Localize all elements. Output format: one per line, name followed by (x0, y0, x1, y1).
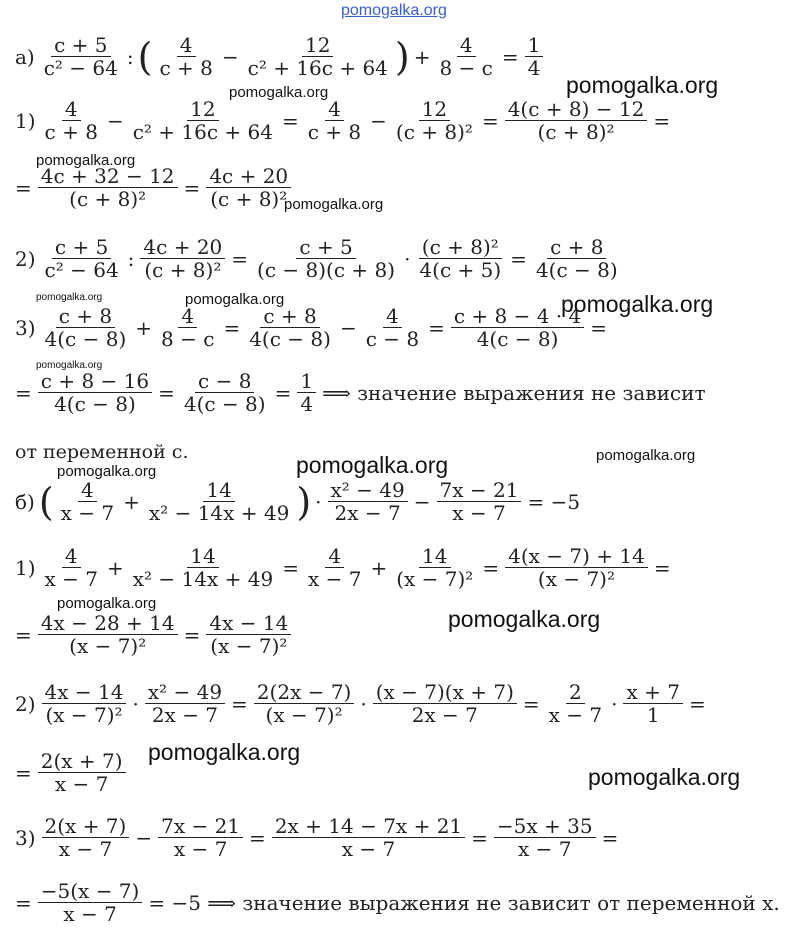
fraction-numerator: (c + 8)² (419, 236, 502, 259)
fraction-numerator: 14 (203, 479, 234, 502)
fraction-denominator: (x − 7)² (45, 703, 123, 727)
fraction-numerator: 4x − 28 + 14 (38, 612, 178, 635)
fraction-denominator: 4(c − 8) (476, 327, 559, 351)
watermark: pomogalka.org (296, 452, 449, 478)
math-text: : (127, 246, 135, 271)
fraction-denominator: x − 7 (63, 902, 117, 926)
fraction (42, 545, 101, 590)
fraction-numerator: c + 8 − 16 (38, 370, 152, 393)
fraction (546, 681, 605, 726)
math-text: + (123, 489, 140, 514)
fraction (38, 165, 178, 210)
watermark: pomogalka.org (566, 72, 719, 98)
fraction (494, 815, 596, 860)
fraction-denominator: (c − 8)(c + 8) (257, 258, 396, 282)
math-text: = (481, 108, 499, 133)
fraction (181, 370, 269, 415)
fraction-numerator: c + 8 (56, 305, 115, 328)
parenthesis: ) (296, 479, 312, 524)
fraction-numerator: 4c + 32 − 12 (38, 165, 178, 188)
fraction (158, 815, 243, 860)
fraction (206, 165, 291, 210)
math-text: = (688, 691, 706, 716)
fraction (38, 612, 178, 657)
fraction-numerator: c + 5 (51, 34, 110, 57)
fraction-numerator: 12 (419, 98, 450, 121)
fraction-numerator: 12 (302, 34, 333, 57)
equation-row-b-statement (12, 479, 583, 524)
fraction (38, 750, 126, 795)
math-text: + (413, 44, 431, 69)
fraction (38, 880, 143, 925)
fraction-numerator: 14 (419, 545, 450, 568)
fraction-numerator: 4c + 20 (206, 165, 291, 188)
math-text: = (15, 760, 32, 785)
watermark: pomogalka.org (57, 463, 157, 480)
fraction (158, 305, 217, 350)
fraction (145, 681, 225, 726)
math-text: − (339, 315, 357, 340)
watermark: pomogalka.org (561, 291, 714, 317)
watermark: pomogalka.org (588, 764, 741, 790)
fraction-numerator: 4 (457, 34, 476, 57)
math-text: 1) (15, 555, 36, 580)
fraction-numerator: 2(x + 7) (38, 750, 126, 773)
fraction-denominator: c + 8 (307, 120, 362, 144)
math-text: = (471, 825, 488, 850)
fraction-numerator: x² − 49 (328, 479, 408, 502)
math-text: = (281, 108, 299, 133)
parenthesis: ( (38, 479, 54, 524)
math-text: = (522, 691, 540, 716)
watermark: pomogalka.org (229, 84, 329, 101)
math-text: = (249, 825, 266, 850)
parenthesis: ( (137, 34, 153, 79)
fraction-numerator: 4 (383, 305, 402, 328)
fraction (505, 98, 648, 143)
fraction-numerator: 4x − 14 (42, 681, 127, 704)
fraction-denominator: (x − 7)² (265, 703, 343, 727)
equation-row-b-step3 (12, 815, 621, 860)
math-text: = (15, 380, 32, 405)
fraction-denominator: x − 7 (173, 837, 228, 861)
watermark: pomogalka.org (36, 152, 136, 169)
parenthesis: ) (394, 34, 410, 79)
fraction (254, 236, 398, 281)
fraction (328, 479, 408, 524)
watermark: pomogalka.org (448, 606, 601, 632)
fraction-numerator: c + 5 (52, 236, 111, 259)
fraction (254, 681, 355, 726)
fraction (146, 479, 292, 524)
equation-row-b-step3-cont (12, 880, 783, 925)
fraction-numerator: 7x − 21 (437, 479, 522, 502)
fraction (623, 681, 682, 726)
fraction (451, 305, 584, 350)
fraction-denominator: c + 8 (159, 56, 213, 80)
fraction (42, 98, 101, 143)
fraction-denominator: 4(c − 8) (535, 258, 618, 282)
math-text: − (221, 44, 239, 69)
fraction-denominator: 4 (527, 56, 541, 80)
math-text: = (231, 691, 248, 716)
equation-row-a-step3-cont (12, 370, 709, 415)
fraction-numerator: c − 8 (195, 370, 254, 393)
fraction (297, 370, 316, 415)
fraction-numerator: 4(x − 7) + 14 (505, 545, 648, 568)
equation-row-a-step1 (12, 98, 673, 143)
fraction-denominator: 4 (300, 392, 314, 416)
fraction (42, 815, 130, 860)
fraction-numerator: c + 8 − 4 · 4 (451, 305, 584, 328)
equation-row-b-step2 (12, 681, 709, 726)
fraction (505, 545, 648, 590)
fraction-numerator: 12 (187, 98, 218, 121)
fraction-denominator: x − 7 (518, 837, 572, 861)
fraction-denominator: x − 7 (548, 703, 603, 727)
watermark: pomogalka.org (57, 595, 157, 612)
fraction-denominator: 2x − 7 (411, 703, 478, 727)
fraction-denominator: (x − 7)² (396, 567, 474, 591)
fraction (245, 34, 391, 79)
math-text: 3) (15, 315, 36, 340)
fraction-numerator: 2 (566, 681, 585, 704)
fraction-numerator: 2(2x − 7) (254, 681, 355, 704)
math-text: = (590, 315, 608, 340)
math-text: · (611, 691, 618, 716)
fraction-numerator: 4(c + 8) − 12 (505, 98, 648, 121)
equation-row-b-step1-cont (12, 612, 294, 657)
equation-row-a-step2 (12, 236, 624, 281)
fraction (416, 236, 504, 281)
fraction (38, 370, 152, 415)
math-text: 1) (15, 108, 36, 133)
fraction-numerator: x + 7 (623, 681, 682, 704)
fraction-denominator: c − 8 (365, 327, 420, 351)
equation-row-a-step1-cont (12, 165, 294, 210)
fraction (206, 612, 291, 657)
fraction-denominator: x − 7 (54, 772, 109, 796)
math-text: + (107, 555, 124, 580)
fraction (525, 34, 544, 79)
fraction (42, 236, 122, 281)
fraction (437, 479, 522, 524)
fraction-denominator: x − 7 (452, 501, 506, 525)
fraction-denominator: (x − 7)² (210, 634, 288, 658)
fraction-numerator: 4 (78, 479, 97, 502)
math-text: = −5 ⟹ значение выражения не зависит от переменной x. (148, 890, 780, 915)
fraction (436, 34, 495, 79)
fraction (533, 236, 621, 281)
fraction-denominator: x − 7 (341, 837, 396, 861)
math-text: 3) (15, 825, 36, 850)
watermark-top-link[interactable]: pomogalka.org (341, 2, 447, 19)
math-text: = (428, 315, 445, 340)
fraction (42, 305, 130, 350)
fraction-numerator: −5(x − 7) (38, 880, 143, 903)
fraction-denominator: (c + 8)² (395, 120, 473, 144)
fraction-numerator: 1 (525, 34, 544, 57)
fraction-denominator: (c + 8)² (69, 187, 147, 211)
math-text: = −5 (527, 489, 581, 514)
fraction (156, 34, 215, 79)
fraction-numerator: 1 (297, 370, 316, 393)
math-text: = (601, 825, 619, 850)
fraction (373, 681, 517, 726)
fraction (393, 98, 476, 143)
fraction-numerator: −5x + 35 (494, 815, 596, 838)
fraction-denominator: 4(c − 8) (44, 327, 127, 351)
fraction-denominator: c² − 64 (44, 258, 119, 282)
fraction-denominator: 4(c − 8) (249, 327, 331, 351)
math-text: = (274, 380, 292, 405)
watermark: pomogalka.org (596, 447, 696, 464)
math-text: = (282, 555, 299, 580)
fraction-denominator: x − 7 (44, 567, 99, 591)
fraction-denominator: x − 7 (307, 567, 362, 591)
math-text: = (501, 44, 519, 69)
fraction-numerator: (x − 7)(x + 7) (373, 681, 517, 704)
math-text: − (106, 108, 124, 133)
equation-row-a-step3 (12, 305, 610, 350)
fraction-numerator: 4 (178, 305, 197, 328)
math-text: ⟹ значение выражения не зависит (322, 380, 706, 405)
math-text: б) (15, 489, 35, 514)
equation-row-b-step2-cont (12, 750, 129, 795)
math-text: 2) (15, 246, 36, 271)
math-text: = (183, 175, 201, 200)
fraction-numerator: 4 (177, 34, 196, 57)
fraction (140, 236, 225, 281)
fraction-denominator: 8 − c (161, 327, 215, 351)
fraction-denominator: c² + 16c + 64 (132, 120, 273, 144)
math-text: · (132, 691, 139, 716)
math-text: = (15, 890, 32, 915)
fraction-denominator: (x − 7)² (537, 567, 616, 591)
math-text: = (15, 622, 32, 647)
fraction (58, 479, 117, 524)
math-text: + (370, 555, 388, 580)
fraction-numerator: x² − 49 (145, 681, 225, 704)
math-text: · (404, 246, 411, 271)
fraction-denominator: c² − 64 (43, 56, 118, 80)
watermark: pomogalka.org (185, 291, 285, 308)
fraction (272, 815, 465, 860)
conclusion-text-a (12, 441, 191, 463)
fraction-numerator: 2(x + 7) (42, 815, 130, 838)
fraction-denominator: (c + 8)² (537, 120, 615, 144)
watermark: pomogalka.org (36, 360, 103, 371)
fraction-denominator: x² − 14x + 49 (132, 567, 274, 591)
math-text: 2) (15, 691, 36, 716)
fraction (41, 34, 121, 79)
fraction-numerator: 4 (325, 545, 344, 568)
fraction-denominator: (x − 7)² (69, 634, 147, 658)
fraction (42, 681, 127, 726)
fraction-numerator: 4c + 20 (140, 236, 225, 259)
math-text: · (315, 489, 322, 514)
fraction (363, 305, 422, 350)
math-text: а) (15, 44, 35, 69)
equation-row-a-statement (12, 34, 546, 79)
math-text: · (360, 691, 367, 716)
math-text: = (482, 555, 500, 580)
math-text: = (653, 555, 671, 580)
fraction-numerator: 4 (62, 545, 81, 568)
math-text: : (126, 44, 134, 69)
math-text: − (413, 489, 431, 514)
fraction-denominator: c + 8 (44, 120, 98, 144)
math-text: = (231, 246, 249, 271)
math-text: = (510, 246, 527, 271)
fraction-denominator: 4(c − 8) (54, 392, 136, 416)
fraction (305, 98, 364, 143)
fraction (246, 305, 334, 350)
math-text: = (183, 622, 201, 647)
math-text: от переменной c. (15, 441, 189, 463)
fraction-numerator: 2x + 14 − 7x + 21 (272, 815, 465, 838)
fraction-denominator: (c + 8)² (210, 187, 288, 211)
fraction-numerator: c + 8 (260, 305, 319, 328)
math-text: + (135, 315, 153, 340)
fraction-denominator: 4(c + 5) (419, 258, 502, 282)
fraction-numerator: 4 (325, 98, 344, 121)
fraction-denominator: x² − 14x + 49 (148, 501, 290, 525)
fraction-numerator: c + 5 (296, 236, 355, 259)
fraction-denominator: x − 7 (60, 501, 115, 525)
watermark: pomogalka.org (148, 739, 301, 765)
watermark: pomogalka.org (284, 196, 384, 213)
math-text: = (15, 175, 32, 200)
fraction-denominator: 1 (646, 703, 660, 727)
fraction (130, 98, 276, 143)
fraction-denominator: x − 7 (58, 837, 113, 861)
fraction-numerator: 4x − 14 (206, 612, 291, 635)
fraction (130, 545, 276, 590)
fraction-denominator: 8 − c (439, 56, 493, 80)
fraction-numerator: c + 8 (547, 236, 606, 259)
equation-row-b-step1 (12, 545, 674, 590)
math-text: = (653, 108, 671, 133)
fraction-denominator: 2x − 7 (151, 703, 219, 727)
math-text: − (370, 108, 387, 133)
fraction-numerator: 14 (187, 545, 218, 568)
fraction (393, 545, 476, 590)
watermark: pomogalka.org (36, 292, 103, 303)
fraction-numerator: 4 (62, 98, 81, 121)
fraction-denominator: (c + 8)² (144, 258, 222, 282)
fraction (305, 545, 364, 590)
math-text: − (135, 825, 153, 850)
math-text: = (223, 315, 241, 340)
fraction-numerator: 7x − 21 (158, 815, 243, 838)
fraction-denominator: c² + 16c + 64 (247, 56, 388, 80)
math-text: = (158, 380, 175, 405)
fraction-denominator: 2x − 7 (334, 501, 401, 525)
fraction-denominator: 4(c − 8) (183, 392, 266, 416)
